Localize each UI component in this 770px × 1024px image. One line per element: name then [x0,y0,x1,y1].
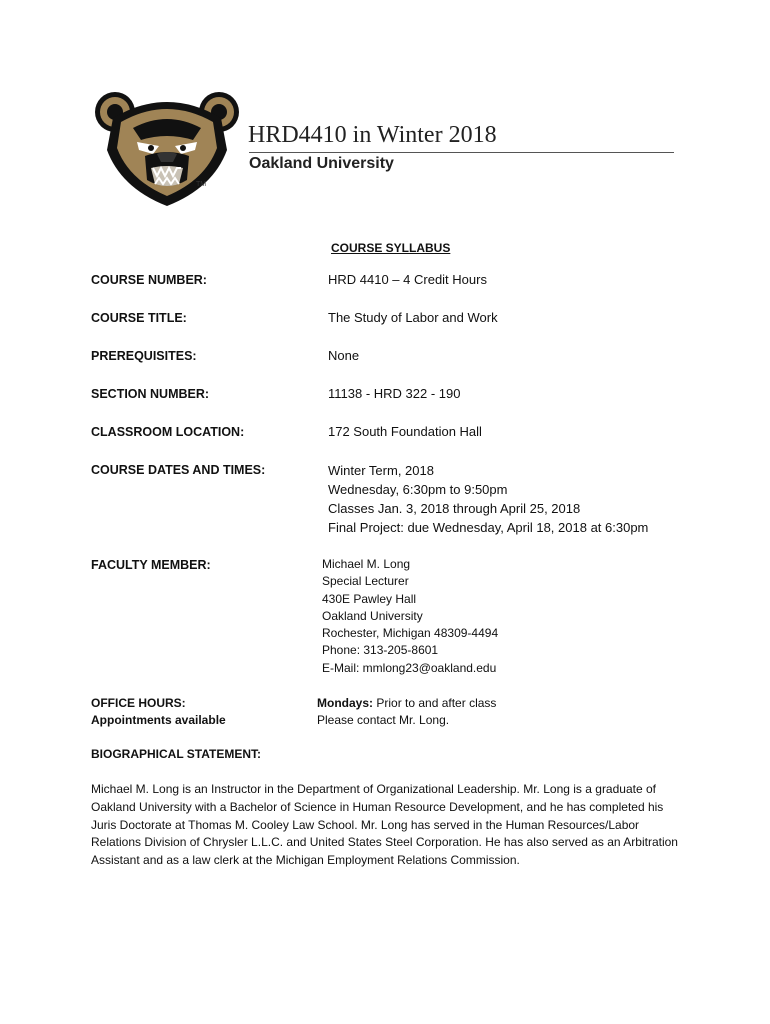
office-hours-label: OFFICE HOURS: [91,696,186,710]
office-hours-value [317,695,496,712]
classroom-location-value: 172 South Foundation Hall [328,424,482,439]
office-hours-time: Prior to and after class [373,696,497,710]
document-title: HRD4410 in Winter 2018 [248,122,497,148]
course-number-value: HRD 4410 – 4 Credit Hours [328,272,487,287]
prerequisites-value: None [328,348,360,363]
course-dates-line: Wednesday, 6:30pm to 9:50pm [328,482,508,497]
office-hours-day: Mondays: [317,696,374,710]
trademark-mark: TM [196,181,207,188]
course-title-label: COURSE TITLE: [91,311,187,325]
course-dates-label: COURSE DATES AND TIMES: [91,463,266,477]
course-dates-line: Winter Term, 2018 [328,463,434,478]
faculty-institution: Oakland University [322,608,423,623]
prerequisites-label: PREREQUISITES: [91,349,197,363]
bio-paragraph: Michael M. Long is an Instructor in the Department of Organizational Leadership. Mr. Long is a graduate of Oakland University with a Bachelor of Science in Human Resource Development, and he has completed his Juris Doctorate at Thomas M. Cooley Law School. Mr. Long has served in the Human Resources/Labor Relations Division of Chrysler L.L.C. and United States Steel Corporation. He has also served as an Arbitration Assistant and as a law clerk at the Michigan Employment Relations Commission. [91,782,678,868]
classroom-location-label: CLASSROOM LOCATION: [91,425,245,439]
appointments-label: Appointments available [91,713,226,727]
faculty-member-label: FACULTY MEMBER: [91,558,211,572]
faculty-phone: Phone: 313-205-8601 [322,643,439,658]
course-title-value: The Study of Labor and Work [328,310,498,325]
syllabus-heading: COURSE SYLLABUS [331,241,451,255]
title-divider [249,152,674,153]
bio-heading: BIOGRAPHICAL STATEMENT: [91,747,261,761]
course-dates-line: Final Project: due Wednesday, April 18, 2018 at 6:30pm [328,520,649,535]
faculty-email: E-Mail: mmlong23@oakland.edu [322,660,497,675]
grizzly-bear-logo [93,88,241,208]
section-number-value: 11138 - HRD 322 - 190 [328,386,461,401]
course-dates-line: Classes Jan. 3, 2018 through April 25, 2018 [328,501,581,516]
faculty-name: Michael M. Long [322,557,411,571]
course-dates-block [328,461,648,537]
section-number-label: SECTION NUMBER: [91,387,210,401]
faculty-member-block [322,556,498,677]
faculty-office: 430E Pawley Hall [322,591,417,606]
university-name: Oakland University [249,155,394,172]
office-hours-contact: Please contact Mr. Long. [317,713,450,727]
faculty-city: Rochester, Michigan 48309-4494 [322,626,499,641]
faculty-position: Special Lecturer [322,574,409,589]
course-number-label: COURSE NUMBER: [91,273,207,287]
